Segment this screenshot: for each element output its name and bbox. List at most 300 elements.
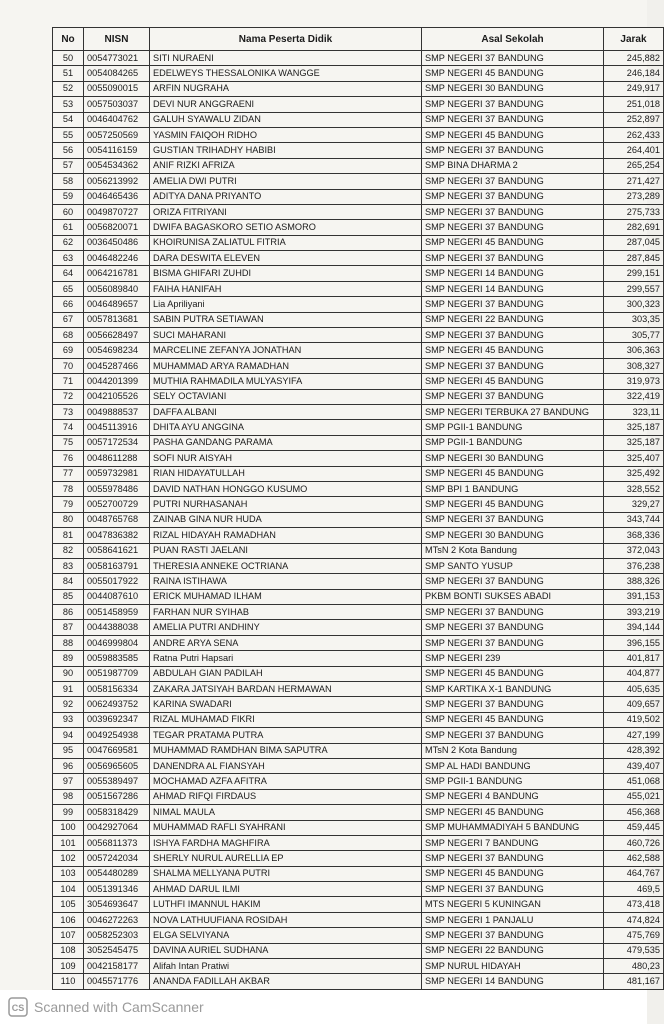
row-distance: 329,27: [604, 497, 664, 512]
row-nisn: 0045287466: [84, 358, 150, 373]
row-number: 84: [53, 574, 84, 589]
row-nisn: 0057503037: [84, 97, 150, 112]
row-distance: 282,691: [604, 220, 664, 235]
row-school: SMP NEGERI 37 BANDUNG: [422, 928, 604, 943]
row-nisn: 0057250569: [84, 127, 150, 142]
row-distance: 323,11: [604, 404, 664, 419]
row-distance: 460,726: [604, 835, 664, 850]
row-student-name: ZAKARA JATSIYAH BARDAN HERMAWAN: [150, 682, 422, 697]
row-student-name: NOVA LATHUUFIANA ROSIDAH: [150, 912, 422, 927]
row-distance: 299,557: [604, 281, 664, 296]
table-row: [53, 328, 664, 343]
row-school: SMP NEGERI 37 BANDUNG: [422, 143, 604, 158]
row-nisn: 0044388038: [84, 620, 150, 635]
table-row: [53, 774, 664, 789]
row-school: SMP NEGERI 45 BANDUNG: [422, 374, 604, 389]
row-school: PKBM BONTI SUKSES ABADI: [422, 589, 604, 604]
row-school: SMP NEGERI 37 BANDUNG: [422, 297, 604, 312]
row-distance: 419,502: [604, 712, 664, 727]
row-number: 79: [53, 497, 84, 512]
table-row: [53, 127, 664, 142]
row-distance: 322,419: [604, 389, 664, 404]
row-school: SMP NEGERI 45 BANDUNG: [422, 666, 604, 681]
row-distance: 300,323: [604, 297, 664, 312]
row-school: SMP NEGERI 30 BANDUNG: [422, 451, 604, 466]
row-school: SMP NEGERI 37 BANDUNG: [422, 697, 604, 712]
table-row: [53, 928, 664, 943]
row-student-name: SOFI NUR AISYAH: [150, 451, 422, 466]
row-number: 107: [53, 928, 84, 943]
row-student-name: PASHA GANDANG PARAMA: [150, 435, 422, 450]
row-school: SMP NURUL HIDAYAH: [422, 959, 604, 974]
row-number: 60: [53, 204, 84, 219]
header-no: No: [53, 28, 84, 51]
table-row: [53, 158, 664, 173]
row-number: 93: [53, 712, 84, 727]
table-row: [53, 297, 664, 312]
row-distance: 428,392: [604, 743, 664, 758]
row-distance: 325,187: [604, 420, 664, 435]
table-row: [53, 266, 664, 281]
row-distance: 459,445: [604, 820, 664, 835]
row-student-name: EDELWEYS THESSALONIKA WANGGE: [150, 66, 422, 81]
row-number: 94: [53, 728, 84, 743]
row-nisn: 0056213992: [84, 174, 150, 189]
row-school: SMP NEGERI 37 BANDUNG: [422, 204, 604, 219]
table-row: [53, 574, 664, 589]
row-school: SMP BINA DHARMA 2: [422, 158, 604, 173]
row-school: SMP NEGERI 239: [422, 651, 604, 666]
table-row: [53, 851, 664, 866]
row-nisn: 3054693647: [84, 897, 150, 912]
row-student-name: Lia Apriliyani: [150, 297, 422, 312]
row-student-name: DWIFA BAGASKORO SETIO ASMORO: [150, 220, 422, 235]
row-distance: 396,155: [604, 635, 664, 650]
row-distance: 439,407: [604, 758, 664, 773]
row-number: 88: [53, 635, 84, 650]
row-nisn: 0055978486: [84, 481, 150, 496]
row-distance: 405,635: [604, 682, 664, 697]
row-student-name: THERESIA ANNEKE OCTRIANA: [150, 558, 422, 573]
row-student-name: SABIN PUTRA SETIAWAN: [150, 312, 422, 327]
table-row: [53, 712, 664, 727]
table-row: [53, 389, 664, 404]
row-student-name: ZAINAB GINA NUR HUDA: [150, 512, 422, 527]
row-nisn: 0051567286: [84, 789, 150, 804]
row-nisn: 0062493752: [84, 697, 150, 712]
table-row: [53, 97, 664, 112]
row-number: 66: [53, 297, 84, 312]
row-nisn: 0057172534: [84, 435, 150, 450]
row-student-name: RIZAL HIDAYAH RAMADHAN: [150, 528, 422, 543]
table-row: [53, 466, 664, 481]
table-row: [53, 451, 664, 466]
row-student-name: ELGA SELVIYANA: [150, 928, 422, 943]
row-student-name: YASMIN FAIQOH RIDHO: [150, 127, 422, 142]
row-school: SMP NEGERI 37 BANDUNG: [422, 251, 604, 266]
row-student-name: PUAN RASTI JAELANI: [150, 543, 422, 558]
row-distance: 245,882: [604, 51, 664, 66]
table-row: [53, 789, 664, 804]
table-row: [53, 281, 664, 296]
row-student-name: SITI NURAENI: [150, 51, 422, 66]
row-nisn: 0046465436: [84, 189, 150, 204]
row-distance: 271,427: [604, 174, 664, 189]
row-number: 76: [53, 451, 84, 466]
row-number: 90: [53, 666, 84, 681]
row-student-name: ORIZA FITRIYANI: [150, 204, 422, 219]
table-row: [53, 866, 664, 881]
row-number: 109: [53, 959, 84, 974]
table-row: [53, 835, 664, 850]
row-student-name: ERICK MUHAMAD ILHAM: [150, 589, 422, 604]
row-distance: 319,973: [604, 374, 664, 389]
row-student-name: RIAN HIDAYATULLAH: [150, 466, 422, 481]
row-number: 63: [53, 251, 84, 266]
row-nisn: 0047836382: [84, 528, 150, 543]
row-student-name: FAIHA HANIFAH: [150, 281, 422, 296]
row-nisn: 0048611288: [84, 451, 150, 466]
row-distance: 303,35: [604, 312, 664, 327]
table-row: [53, 666, 664, 681]
row-student-name: FARHAN NUR SYIHAB: [150, 605, 422, 620]
row-number: 52: [53, 81, 84, 96]
row-number: 86: [53, 605, 84, 620]
row-school: SMP NEGERI 45 BANDUNG: [422, 343, 604, 358]
row-distance: 427,199: [604, 728, 664, 743]
row-distance: 325,407: [604, 451, 664, 466]
row-distance: 262,433: [604, 127, 664, 142]
row-school: SMP BPI 1 BANDUNG: [422, 481, 604, 496]
table-row: [53, 420, 664, 435]
row-number: 106: [53, 912, 84, 927]
row-nisn: 0051987709: [84, 666, 150, 681]
row-distance: 325,492: [604, 466, 664, 481]
table-row: [53, 682, 664, 697]
row-school: SMP NEGERI 37 BANDUNG: [422, 882, 604, 897]
row-student-name: SUCI MAHARANI: [150, 328, 422, 343]
row-nisn: 0046489657: [84, 297, 150, 312]
row-number: 83: [53, 558, 84, 573]
row-number: 62: [53, 235, 84, 250]
row-school: SMP NEGERI 7 BANDUNG: [422, 835, 604, 850]
row-student-name: AHMAD DARUL ILMI: [150, 882, 422, 897]
row-school: SMP KARTIKA X-1 BANDUNG: [422, 682, 604, 697]
row-nisn: 0054084265: [84, 66, 150, 81]
table-row: [53, 143, 664, 158]
row-number: 81: [53, 528, 84, 543]
table-row: [53, 743, 664, 758]
row-school: SMP NEGERI 37 BANDUNG: [422, 51, 604, 66]
row-nisn: 0064216781: [84, 266, 150, 281]
table-row: [53, 374, 664, 389]
row-distance: 251,018: [604, 97, 664, 112]
row-nisn: 0059732981: [84, 466, 150, 481]
row-distance: 473,418: [604, 897, 664, 912]
row-school: SMP NEGERI 45 BANDUNG: [422, 712, 604, 727]
row-number: 82: [53, 543, 84, 558]
row-school: MTsN 2 Kota Bandung: [422, 743, 604, 758]
row-student-name: SELY OCTAVIANI: [150, 389, 422, 404]
row-school: SMP NEGERI 37 BANDUNG: [422, 389, 604, 404]
row-distance: 372,043: [604, 543, 664, 558]
row-number: 75: [53, 435, 84, 450]
row-student-name: DHITA AYU ANGGINA: [150, 420, 422, 435]
row-school: SMP NEGERI 37 BANDUNG: [422, 851, 604, 866]
row-number: 71: [53, 374, 84, 389]
row-number: 53: [53, 97, 84, 112]
row-number: 85: [53, 589, 84, 604]
row-student-name: MUTHIA RAHMADILA MULYASYIFA: [150, 374, 422, 389]
row-student-name: MUHAMMAD ARYA RAMADHAN: [150, 358, 422, 373]
row-school: SMP NEGERI 45 BANDUNG: [422, 235, 604, 250]
row-nisn: 0051458959: [84, 605, 150, 620]
scanner-watermark-text: Scanned with CamScanner: [34, 999, 204, 1015]
row-distance: 409,657: [604, 697, 664, 712]
row-number: 72: [53, 389, 84, 404]
row-nisn: 0058156334: [84, 682, 150, 697]
row-distance: 275,733: [604, 204, 664, 219]
row-student-name: AMELIA PUTRI ANDHINY: [150, 620, 422, 635]
table-row: [53, 512, 664, 527]
row-student-name: SHERLY NURUL AURELLIA EP: [150, 851, 422, 866]
table-row: [53, 220, 664, 235]
row-school: SMP NEGERI 37 BANDUNG: [422, 189, 604, 204]
row-distance: 306,363: [604, 343, 664, 358]
row-number: 97: [53, 774, 84, 789]
row-nisn: 0046272263: [84, 912, 150, 927]
row-school: SMP NEGERI 37 BANDUNG: [422, 328, 604, 343]
row-nisn: 0058163791: [84, 558, 150, 573]
row-number: 99: [53, 805, 84, 820]
row-number: 91: [53, 682, 84, 697]
row-number: 55: [53, 127, 84, 142]
row-school: SMP NEGERI 45 BANDUNG: [422, 497, 604, 512]
row-student-name: ISHYA FARDHA MAGHFIRA: [150, 835, 422, 850]
row-nisn: 0042927064: [84, 820, 150, 835]
row-student-name: MUHAMMAD RAFLI SYAHRANI: [150, 820, 422, 835]
row-distance: 287,845: [604, 251, 664, 266]
row-number: 51: [53, 66, 84, 81]
row-school: SMP NEGERI 14 BANDUNG: [422, 974, 604, 989]
row-school: SMP NEGERI 37 BANDUNG: [422, 358, 604, 373]
row-student-name: Alifah Intan Pratiwi: [150, 959, 422, 974]
row-school: SMP NEGERI 37 BANDUNG: [422, 174, 604, 189]
row-nisn: 0042158177: [84, 959, 150, 974]
table-header-row: [53, 28, 664, 51]
row-distance: 249,917: [604, 81, 664, 96]
table-body: [53, 51, 664, 990]
row-distance: 252,897: [604, 112, 664, 127]
table-row: [53, 189, 664, 204]
row-school: SMP PGII-1 BANDUNG: [422, 420, 604, 435]
row-student-name: DARA DESWITA ELEVEN: [150, 251, 422, 266]
row-number: 110: [53, 974, 84, 989]
row-number: 101: [53, 835, 84, 850]
row-distance: 246,184: [604, 66, 664, 81]
table-row: [53, 481, 664, 496]
row-student-name: LUTHFI IMANNUL HAKIM: [150, 897, 422, 912]
row-student-name: ADITYA DANA PRIYANTO: [150, 189, 422, 204]
row-school: SMP NEGERI 45 BANDUNG: [422, 66, 604, 81]
row-distance: 469,5: [604, 882, 664, 897]
table-row: [53, 897, 664, 912]
row-distance: 264,401: [604, 143, 664, 158]
row-student-name: ANIF RIZKI AFRIZA: [150, 158, 422, 173]
row-student-name: DAVINA AURIEL SUDHANA: [150, 943, 422, 958]
row-nisn: 0054116159: [84, 143, 150, 158]
row-nisn: 0058641621: [84, 543, 150, 558]
row-distance: 474,824: [604, 912, 664, 927]
row-school: SMP NEGERI 22 BANDUNG: [422, 312, 604, 327]
svg-text:CS: CS: [11, 1003, 25, 1013]
row-distance: 401,817: [604, 651, 664, 666]
row-number: 59: [53, 189, 84, 204]
row-nisn: 0056628497: [84, 328, 150, 343]
row-distance: 388,326: [604, 574, 664, 589]
row-number: 98: [53, 789, 84, 804]
row-nisn: 0044087610: [84, 589, 150, 604]
row-school: SMP NEGERI 37 BANDUNG: [422, 220, 604, 235]
row-number: 69: [53, 343, 84, 358]
row-number: 68: [53, 328, 84, 343]
scanner-footer: [0, 990, 647, 1024]
row-student-name: MARCELINE ZEFANYA JONATHAN: [150, 343, 422, 358]
row-school: SMP NEGERI 30 BANDUNG: [422, 81, 604, 96]
row-distance: 394,144: [604, 620, 664, 635]
row-school: SMP PGII-1 BANDUNG: [422, 774, 604, 789]
row-number: 50: [53, 51, 84, 66]
row-distance: 455,021: [604, 789, 664, 804]
row-number: 95: [53, 743, 84, 758]
row-distance: 475,769: [604, 928, 664, 943]
row-nisn: 0049254938: [84, 728, 150, 743]
row-number: 92: [53, 697, 84, 712]
row-student-name: SHALMA MELLYANA PUTRI: [150, 866, 422, 881]
table-row: [53, 635, 664, 650]
row-nisn: 0042105526: [84, 389, 150, 404]
row-number: 80: [53, 512, 84, 527]
row-number: 100: [53, 820, 84, 835]
row-school: SMP NEGERI 37 BANDUNG: [422, 605, 604, 620]
row-distance: 480,23: [604, 959, 664, 974]
row-nisn: 0054534362: [84, 158, 150, 173]
student-distance-table: [52, 27, 664, 990]
row-student-name: Ratna Putri Hapsari: [150, 651, 422, 666]
row-school: SMP NEGERI 14 BANDUNG: [422, 281, 604, 296]
row-school: SMP NEGERI TERBUKA 27 BANDUNG: [422, 404, 604, 419]
row-student-name: GALUH SYAWALU ZIDAN: [150, 112, 422, 127]
row-number: 105: [53, 897, 84, 912]
row-nisn: 0057242034: [84, 851, 150, 866]
row-number: 65: [53, 281, 84, 296]
row-school: SMP NEGERI 1 PANJALU: [422, 912, 604, 927]
row-distance: 464,767: [604, 866, 664, 881]
row-student-name: TEGAR PRATAMA PUTRA: [150, 728, 422, 743]
row-nisn: 0051391346: [84, 882, 150, 897]
header-school: Asal Sekolah: [422, 28, 604, 51]
row-distance: 265,254: [604, 158, 664, 173]
header-distance: Jarak: [604, 28, 664, 51]
row-distance: 376,238: [604, 558, 664, 573]
row-nisn: 0046999804: [84, 635, 150, 650]
row-student-name: DAVID NATHAN HONGGO KUSUMO: [150, 481, 422, 496]
row-nisn: 0046404762: [84, 112, 150, 127]
row-school: SMP NEGERI 37 BANDUNG: [422, 97, 604, 112]
row-student-name: DEVI NUR ANGGRAENI: [150, 97, 422, 112]
row-nisn: 0054698234: [84, 343, 150, 358]
row-number: 108: [53, 943, 84, 958]
row-distance: 343,744: [604, 512, 664, 527]
row-student-name: ANANDA FADILLAH AKBAR: [150, 974, 422, 989]
table-row: [53, 204, 664, 219]
row-student-name: DANENDRA AL FIANSYAH: [150, 758, 422, 773]
row-number: 74: [53, 420, 84, 435]
row-school: SMP NEGERI 30 BANDUNG: [422, 528, 604, 543]
row-distance: 456,368: [604, 805, 664, 820]
row-school: SMP NEGERI 37 BANDUNG: [422, 635, 604, 650]
table-row: [53, 528, 664, 543]
row-distance: 328,552: [604, 481, 664, 496]
row-number: 102: [53, 851, 84, 866]
table-row: [53, 112, 664, 127]
row-school: SMP NEGERI 45 BANDUNG: [422, 466, 604, 481]
row-student-name: MUHAMMAD RAMDHAN BIMA SAPUTRA: [150, 743, 422, 758]
row-nisn: 0058318429: [84, 805, 150, 820]
row-nisn: 0036450486: [84, 235, 150, 250]
table-row: [53, 974, 664, 989]
table-row: [53, 728, 664, 743]
row-number: 67: [53, 312, 84, 327]
row-distance: 393,219: [604, 605, 664, 620]
row-number: 56: [53, 143, 84, 158]
row-number: 57: [53, 158, 84, 173]
row-number: 87: [53, 620, 84, 635]
row-distance: 462,588: [604, 851, 664, 866]
table-row: [53, 758, 664, 773]
table-row: [53, 959, 664, 974]
row-nisn: 0049870727: [84, 204, 150, 219]
header-name: Nama Peserta Didik: [150, 28, 422, 51]
row-nisn: 0048765768: [84, 512, 150, 527]
row-number: 78: [53, 481, 84, 496]
table-row: [53, 343, 664, 358]
table-row: [53, 912, 664, 927]
table-row: [53, 820, 664, 835]
row-number: 61: [53, 220, 84, 235]
row-school: SMP AL HADI BANDUNG: [422, 758, 604, 773]
row-number: 77: [53, 466, 84, 481]
row-nisn: 0047669581: [84, 743, 150, 758]
row-nisn: 0049888537: [84, 404, 150, 419]
table-row: [53, 543, 664, 558]
row-nisn: 0055017922: [84, 574, 150, 589]
row-student-name: ANDRE ARYA SENA: [150, 635, 422, 650]
row-distance: 273,289: [604, 189, 664, 204]
row-student-name: KHOIRUNISA ZALIATUL FITRIA: [150, 235, 422, 250]
table-row: [53, 697, 664, 712]
table-row: [53, 358, 664, 373]
table-row: [53, 235, 664, 250]
row-school: SMP SANTO YUSUP: [422, 558, 604, 573]
table-row: [53, 943, 664, 958]
row-school: SMP NEGERI 45 BANDUNG: [422, 127, 604, 142]
row-student-name: ARFIN NUGRAHA: [150, 81, 422, 96]
table-row: [53, 589, 664, 604]
row-student-name: BISMA GHIFARI ZUHDI: [150, 266, 422, 281]
row-student-name: GUSTIAN TRIHADHY HABIBI: [150, 143, 422, 158]
camscanner-logo-icon: [8, 997, 28, 1017]
